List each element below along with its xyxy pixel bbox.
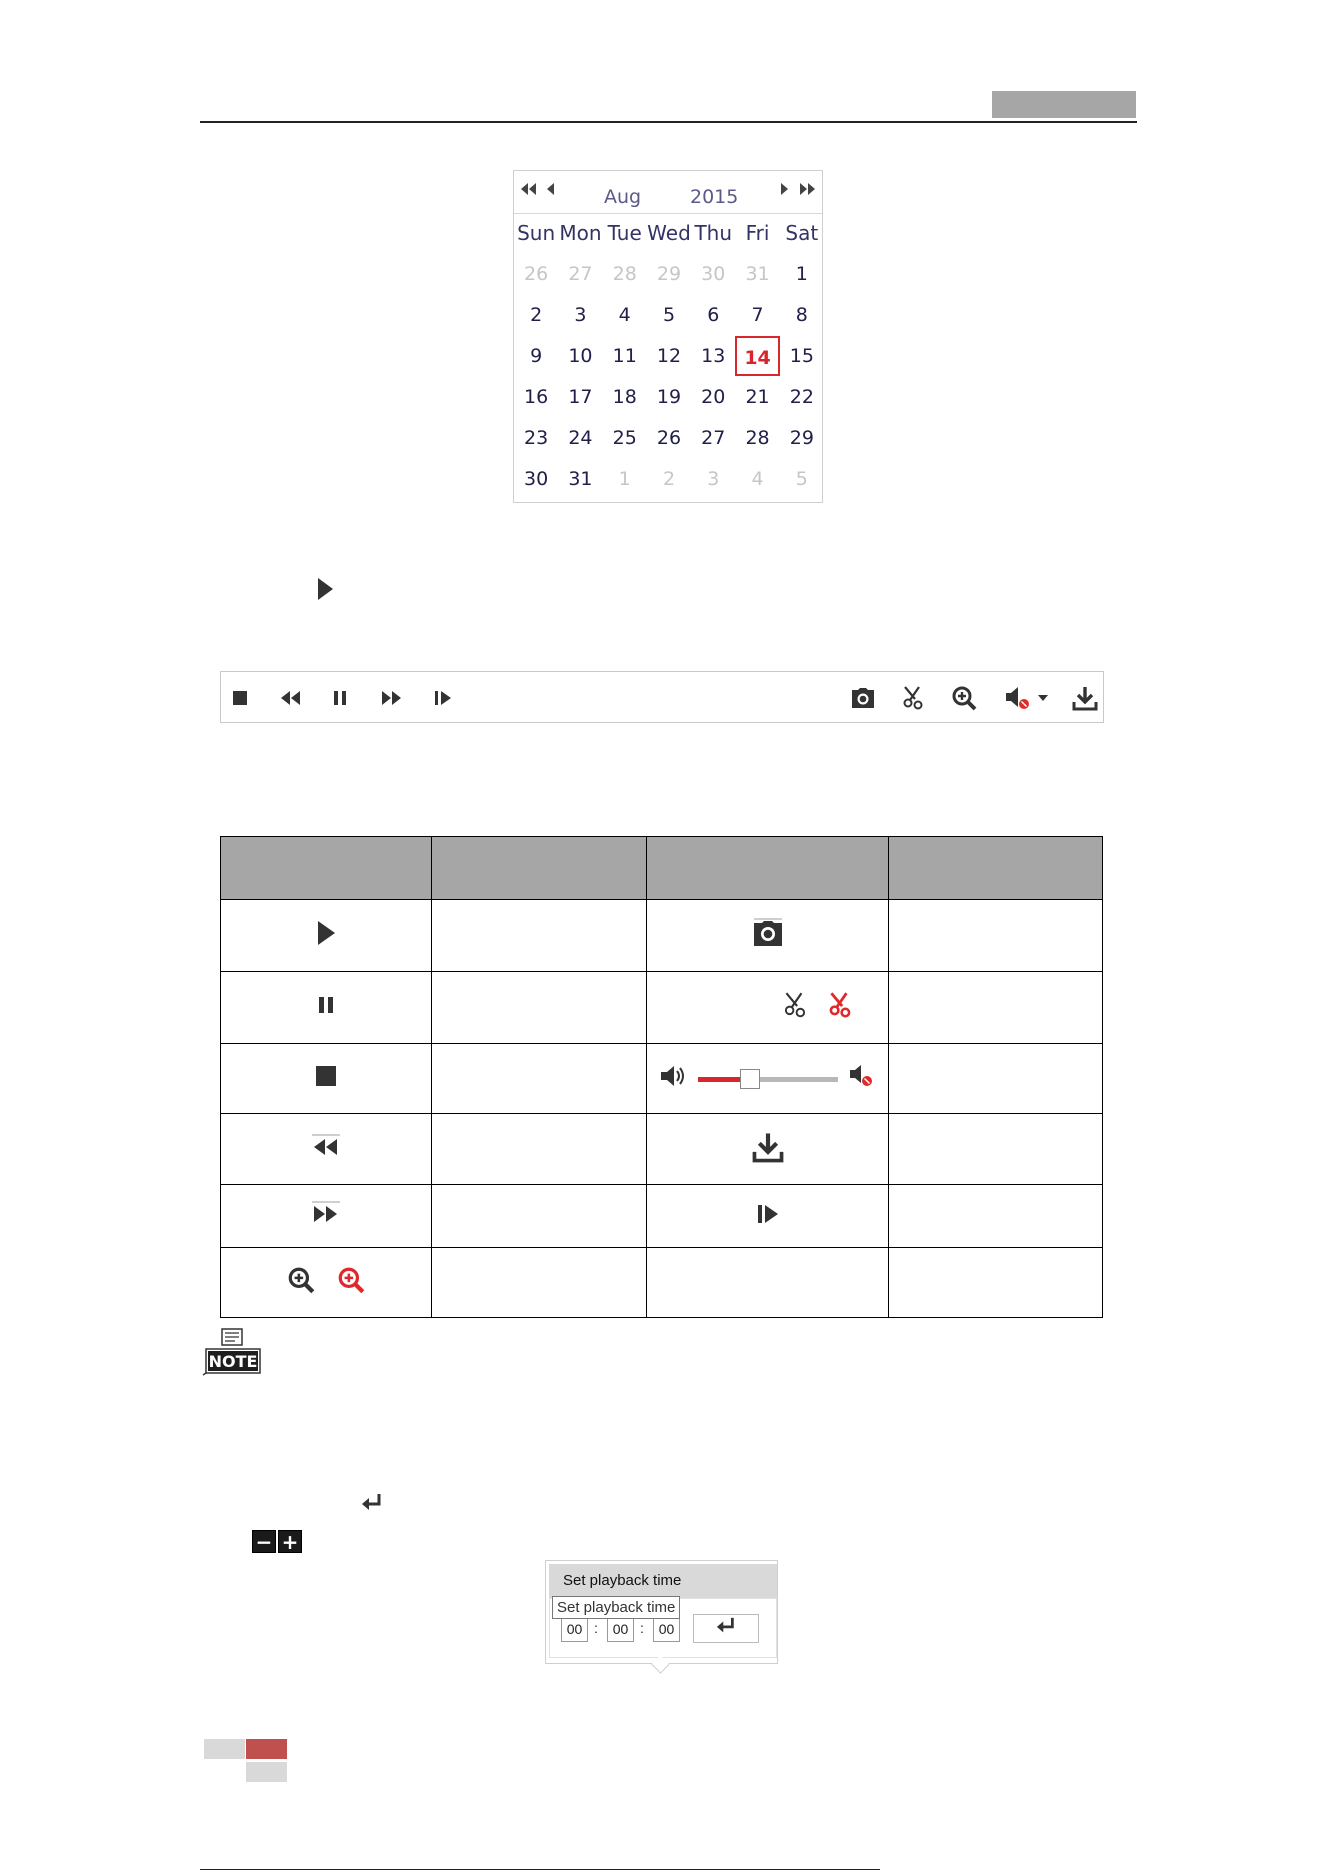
second-input[interactable]: 00 — [653, 1617, 680, 1642]
calendar-day[interactable]: 2 — [530, 304, 543, 326]
fast-forward-icon[interactable] — [379, 685, 405, 711]
calendar-day[interactable]: 21 — [745, 386, 770, 408]
set-playback-time-panel — [545, 1560, 778, 1664]
calendar-week — [514, 336, 824, 376]
table-cell — [432, 900, 647, 972]
next-month-icon[interactable] — [779, 181, 791, 200]
calendar-day[interactable]: 27 — [701, 427, 726, 449]
table-cell — [647, 1114, 889, 1185]
calendar-day[interactable]: 25 — [612, 427, 637, 449]
calendar-year[interactable]: 2015 — [690, 186, 739, 208]
table-cell — [647, 1185, 889, 1248]
previous-year-icon[interactable] — [518, 181, 538, 200]
calendar-day[interactable]: 5 — [662, 304, 676, 326]
table-row — [221, 1044, 1103, 1114]
calendar-day[interactable]: 28 — [612, 263, 637, 285]
calendar-day[interactable]: 4 — [751, 468, 764, 490]
download-icon — [752, 1147, 784, 1167]
table-header-row — [221, 837, 1103, 900]
calendar-nav — [514, 177, 822, 207]
calendar-day[interactable]: 3 — [707, 468, 720, 490]
capture-icon[interactable] — [849, 685, 877, 711]
digital-zoom-active-icon — [336, 1265, 366, 1300]
table-cell — [889, 1248, 1103, 1318]
footer-block — [204, 1739, 245, 1759]
calendar-day[interactable]: 12 — [656, 345, 682, 367]
calendar-week — [514, 254, 824, 294]
table-cell — [647, 900, 889, 972]
calendar — [513, 170, 823, 503]
icon-table — [220, 836, 1103, 1318]
table-cell — [221, 1248, 432, 1318]
playback-toolbar — [220, 671, 1104, 723]
calendar-day[interactable]: 28 — [745, 427, 770, 449]
single-frame-icon[interactable] — [432, 685, 454, 711]
table-cell — [889, 1114, 1103, 1185]
weekday-label: Mon — [559, 221, 602, 245]
table-cell — [889, 900, 1103, 972]
table-cell — [889, 1185, 1103, 1248]
calendar-day[interactable]: 30 — [524, 468, 549, 490]
calendar-day[interactable]: 10 — [568, 345, 593, 367]
clip-icon — [780, 990, 810, 1025]
weekday-label: Fri — [745, 221, 770, 245]
calendar-day[interactable]: 26 — [656, 427, 682, 449]
calendar-day[interactable]: 31 — [568, 468, 593, 490]
calendar-day[interactable]: 1 — [618, 468, 631, 490]
volume-slider[interactable] — [698, 1069, 838, 1089]
volume-icon — [659, 1063, 687, 1094]
table-header-cell — [647, 837, 889, 900]
table-row — [221, 900, 1103, 972]
calendar-day[interactable]: 2 — [662, 468, 676, 490]
table-cell — [221, 1185, 432, 1248]
volume-slider-handle[interactable] — [740, 1069, 760, 1089]
single-frame-icon — [756, 1209, 780, 1229]
weekday-label: Wed — [647, 221, 691, 245]
enter-icon — [359, 1492, 385, 1519]
note-icon — [200, 1327, 264, 1379]
slow-forward-icon — [309, 1144, 343, 1164]
weekday-label: Tue — [607, 221, 642, 245]
calendar-day[interactable]: 13 — [701, 345, 726, 367]
chevron-down-icon[interactable] — [1036, 685, 1050, 711]
footer-rule — [200, 1869, 880, 1870]
calendar-day[interactable]: 24 — [568, 427, 593, 449]
next-year-icon[interactable] — [798, 181, 818, 200]
stop-icon[interactable] — [231, 685, 249, 711]
fast-forward-icon — [309, 1211, 343, 1231]
header-tab — [992, 91, 1136, 118]
table-header-cell — [221, 837, 432, 900]
calendar-month[interactable]: Aug — [604, 186, 642, 208]
minus-icon[interactable]: − — [252, 1530, 276, 1553]
calendar-divider — [514, 213, 822, 214]
table-row — [221, 972, 1103, 1044]
calendar-day[interactable]: 23 — [524, 427, 549, 449]
calendar-day[interactable]: 18 — [612, 386, 637, 408]
table-cell — [221, 1114, 432, 1185]
clip-active-icon — [825, 990, 855, 1025]
calendar-day[interactable]: 1 — [795, 263, 808, 285]
calendar-day[interactable]: 8 — [795, 304, 808, 326]
download-icon[interactable] — [1071, 685, 1099, 711]
capture-icon — [751, 932, 785, 952]
calendar-day[interactable]: 5 — [795, 468, 808, 490]
table-cell — [432, 972, 647, 1044]
confirm-time-button[interactable] — [693, 1614, 759, 1643]
calendar-weekday-header — [514, 221, 824, 251]
calendar-day[interactable]: 9 — [530, 345, 543, 367]
table-row — [221, 1114, 1103, 1185]
table-cell — [221, 1044, 432, 1114]
table-row — [221, 1185, 1103, 1248]
hour-input[interactable]: 00 — [561, 1617, 588, 1642]
calendar-day[interactable]: 11 — [612, 345, 637, 367]
calendar-week — [514, 459, 824, 499]
digital-zoom-icon[interactable] — [949, 685, 979, 711]
audio-muted-icon — [848, 1063, 876, 1094]
calendar-day[interactable]: 7 — [751, 304, 764, 326]
calendar-day[interactable]: 15 — [789, 345, 814, 367]
table-cell — [221, 900, 432, 972]
table-cell — [432, 1185, 647, 1248]
calendar-day[interactable]: 30 — [701, 263, 726, 285]
stop-icon — [315, 1071, 337, 1091]
table-cell — [432, 1044, 647, 1114]
header-rule — [200, 121, 1137, 123]
calendar-day[interactable]: 31 — [745, 263, 770, 285]
enter-icon — [714, 1616, 738, 1641]
table-cell — [647, 972, 889, 1044]
pause-icon[interactable] — [330, 685, 350, 711]
set-playback-time-tooltip: Set playback time — [552, 1596, 680, 1619]
play-icon — [315, 931, 337, 951]
table-header-cell — [889, 837, 1103, 900]
table-cell — [432, 1114, 647, 1185]
set-playback-time-title: Set playback time — [549, 1564, 777, 1598]
weekday-label: Thu — [694, 221, 733, 245]
plus-icon[interactable]: + — [278, 1530, 302, 1553]
calendar-day[interactable]: 27 — [568, 263, 593, 285]
table-cell — [647, 1044, 889, 1114]
clip-icon[interactable] — [898, 685, 928, 711]
previous-month-icon[interactable] — [544, 181, 556, 200]
table-cell — [221, 972, 432, 1044]
calendar-week — [514, 418, 824, 458]
weekday-label: Sat — [785, 221, 819, 245]
footer-block-accent — [246, 1739, 287, 1759]
calendar-day[interactable]: 29 — [656, 263, 682, 285]
footer-block — [246, 1762, 287, 1782]
calendar-day-selected[interactable]: 14 — [735, 336, 779, 376]
calendar-day[interactable]: 4 — [618, 304, 631, 326]
time-separator: : — [640, 1620, 644, 1636]
minute-input[interactable]: 00 — [607, 1617, 634, 1642]
table-cell — [889, 972, 1103, 1044]
calendar-day[interactable]: 29 — [789, 427, 814, 449]
calendar-day[interactable]: 16 — [524, 386, 549, 408]
audio-muted-icon[interactable] — [1002, 685, 1032, 711]
table-row — [221, 1248, 1103, 1318]
calendar-day[interactable]: 22 — [789, 386, 814, 408]
calendar-day[interactable]: 19 — [656, 386, 682, 408]
play-icon — [316, 577, 334, 606]
pause-icon — [315, 999, 337, 1019]
calendar-day[interactable]: 3 — [574, 304, 587, 326]
panel-pointer — [651, 1655, 669, 1673]
table-header-cell — [432, 837, 647, 900]
calendar-week — [514, 295, 824, 335]
calendar-week — [514, 377, 824, 417]
time-separator: : — [594, 1620, 598, 1636]
calendar-day[interactable]: 20 — [701, 386, 726, 408]
calendar-day[interactable]: 6 — [707, 304, 720, 326]
slow-forward-icon[interactable] — [277, 685, 303, 711]
calendar-day[interactable]: 26 — [524, 263, 549, 285]
weekday-label: Sun — [517, 221, 556, 245]
digital-zoom-icon — [286, 1279, 316, 1299]
table-cell — [889, 1044, 1103, 1114]
volume-control — [647, 1063, 888, 1094]
calendar-day[interactable]: 17 — [568, 386, 593, 408]
table-cell — [432, 1248, 647, 1318]
table-cell — [647, 1248, 889, 1318]
time-adjust-buttons — [252, 1530, 302, 1553]
note-label: NOTE — [208, 1352, 258, 1371]
